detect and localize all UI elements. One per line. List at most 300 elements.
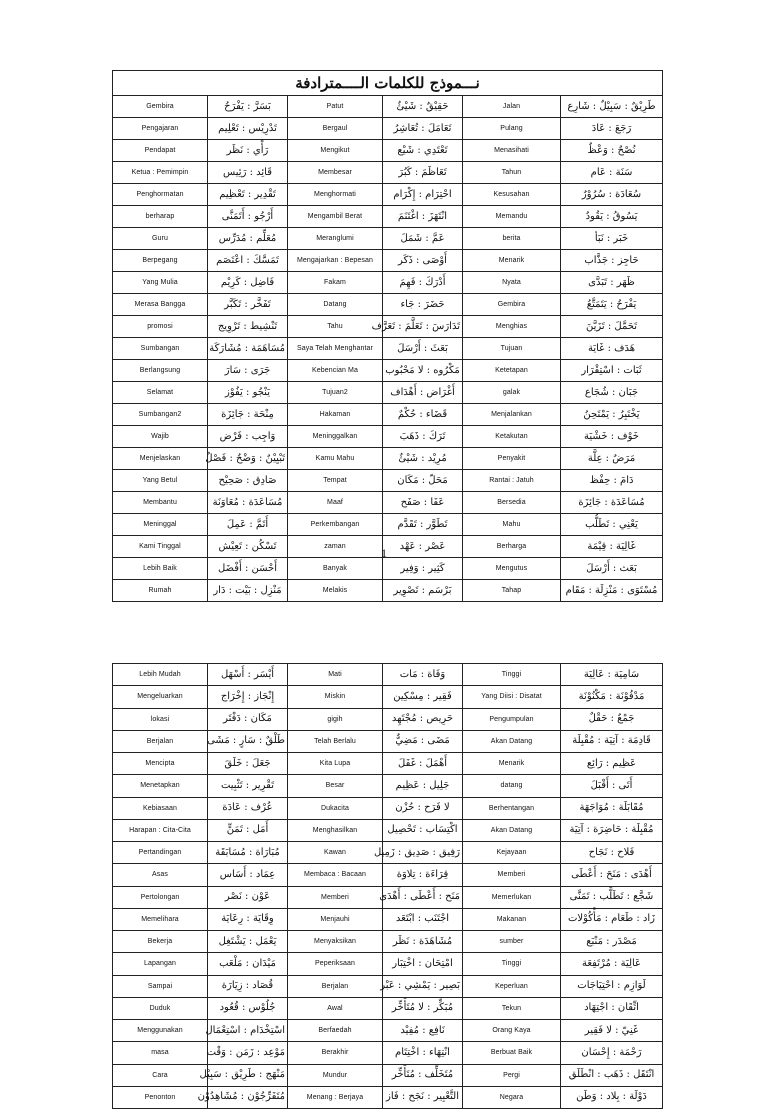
table-row [113,775,663,797]
meaning-cell: Tujuan [463,338,561,360]
arabic-synonym-cell: إِنْجَاز : إِخْرَاج [208,686,288,708]
arabic-synonym-cell: تَنْشِيط : تَرْوِيج [208,316,288,338]
meaning-cell: Saya Telah Menghantar [288,338,383,360]
arabic-synonym-cell: طَرِيْقٌ : سَبِيْلٌ : شَارِع [561,96,663,118]
table-row [113,1020,663,1042]
meaning-cell: sumber [463,931,561,953]
meaning-cell: Meranglumi [288,228,383,250]
meaning-cell: Berfaedah [288,1020,383,1042]
meaning-cell: Kami Tinggal [113,536,208,558]
arabic-synonym-cell: مُتَخَلِّف : مُتَأَخِّر [383,1064,463,1086]
arabic-synonym-cell: مُسَاهَمَة : مُشَارَكَة [208,338,288,360]
meaning-cell: Mahu [463,514,561,536]
arabic-synonym-cell: أَتَمَّ : عَمِلَ [208,514,288,536]
meaning-cell: Bergaul [288,118,383,140]
synonym-table [112,70,663,602]
table-title: نـــموذج للكلمات الــــمترادفة [113,71,663,96]
meaning-cell: Sumbangan2 [113,404,208,426]
meaning-cell: Melakis [288,580,383,602]
table-row [113,404,663,426]
meaning-cell: Mengajarkan : Bepesan [288,250,383,272]
arabic-synonym-cell: مَنْهَج : طَرِيْق : سَبِيْل [208,1064,288,1086]
arabic-synonym-cell: اتِّقَان : اجْتِهَاد [561,997,663,1019]
table-row [113,470,663,492]
table-row [113,206,663,228]
table-row [113,338,663,360]
arabic-synonym-cell: فَقِير : مِسْكِين [383,686,463,708]
meaning-cell: Bersedia [463,492,561,514]
arabic-synonym-cell: بَعَثَ : أَرْسَلَ [383,338,463,360]
arabic-synonym-cell: مَكْرُوه : لا مَحْبُوب [383,360,463,382]
arabic-synonym-cell: نُصْحٌ : وَعْظٌ [561,140,663,162]
arabic-synonym-cell: بَعَث : أَرْسَلَ [561,558,663,580]
meaning-cell: Keperluan [463,975,561,997]
meaning-cell: Banyak [288,558,383,580]
meaning-cell: Pertolongan [113,886,208,908]
meaning-cell: Tinggi [463,664,561,686]
arabic-synonym-cell: يَخْتَبِرُ : يَمْتَحِنُ [561,404,663,426]
arabic-synonym-cell: مُشَاهَدَة : نَظَر [383,931,463,953]
meaning-cell: Tahu [288,316,383,338]
table-row [113,382,663,404]
meaning-cell: Sumbangan [113,338,208,360]
arabic-synonym-cell: بَصِير : يَمْشِي : عَبْر [383,975,463,997]
arabic-synonym-cell: حَقِيْقٌ : شَيْئٌ [383,96,463,118]
arabic-synonym-cell: انْتِهَاء : اخْتِتَام [383,1042,463,1064]
meaning-cell: Menyaksikan [288,931,383,953]
arabic-synonym-cell: مُقْبِلَة : حَاضِرَة : آتِيَة [561,819,663,841]
meaning-cell: Memberi [288,886,383,908]
table-row [113,580,663,602]
page-number: 1 [381,546,387,560]
arabic-synonym-cell: مُسْتَوَى : مَنْزِلَة : مَقَام [561,580,663,602]
meaning-cell: berharap [113,206,208,228]
arabic-synonym-cell: وَفَاة : مَات [383,664,463,686]
arabic-synonym-cell: قَائِد : رَئِيس [208,162,288,184]
table-row [113,953,663,975]
arabic-synonym-cell: تَفَخَّر : تَكَبَّر [208,294,288,316]
meaning-cell: Mundur [288,1064,383,1086]
meaning-cell: Ketua : Pemimpin [113,162,208,184]
meaning-cell: Gembira [463,294,561,316]
meaning-cell: Perkembangan [288,514,383,536]
meaning-cell: Dukacita [288,797,383,819]
meaning-cell: Menjalankan [463,404,561,426]
meaning-cell: Datang [288,294,383,316]
meaning-cell: Jalan [463,96,561,118]
arabic-synonym-cell: حَرِيص : مُجْتَهِد [383,708,463,730]
arabic-synonym-cell: تَعَامَلَ : تُعَاشِرُ [383,118,463,140]
arabic-synonym-cell: صَادِق : صَحِيْح [208,470,288,492]
meaning-cell: Berbuat Baik [463,1042,561,1064]
meaning-cell: Merasa Bangga [113,294,208,316]
arabic-synonym-cell: أَتَى : أَقْبَلَ [561,775,663,797]
meaning-cell: Harapan : Cita-Cita [113,819,208,841]
meaning-cell: Pergi [463,1064,561,1086]
meaning-cell: masa [113,1042,208,1064]
arabic-synonym-cell: سُعَادَة : سُرُوْرٌ [561,184,663,206]
meaning-cell: Berhentangan [463,797,561,819]
arabic-synonym-cell: أَمَل : تَمَنٍّ [208,819,288,841]
meaning-cell: Miskin [288,686,383,708]
meaning-cell: Kebiasaan [113,797,208,819]
arabic-synonym-cell: يَسُوقُ : يَقُودُ [561,206,663,228]
table-row [113,1042,663,1064]
meaning-cell: Lebih Baik [113,558,208,580]
table-row [113,140,663,162]
arabic-synonym-cell: جَبَان : شُجَاع [561,382,663,404]
meaning-cell: Pengajaran [113,118,208,140]
meaning-cell: Menghias [463,316,561,338]
meaning-cell: Kawan [288,842,383,864]
meaning-cell: Mati [288,664,383,686]
arabic-synonym-cell: مَضَى : مَضِيٌّ [383,730,463,752]
arabic-synonym-cell: سَامِيَة : عَالِيَة [561,664,663,686]
arabic-synonym-cell: تَدَارَسَ : تَعَلَّمَ : تَعَرَّف [383,316,463,338]
meaning-cell: Tahap [463,580,561,602]
arabic-synonym-cell: جُلُوْس : قُعُود [208,997,288,1019]
table-row [113,228,663,250]
meaning-cell: Pertandingan [113,842,208,864]
arabic-synonym-cell: فَاضِل : كَرِيْم [208,272,288,294]
arabic-synonym-cell: مُتَفَرِّجُوْن : مُشَاهِدُوْن [208,1086,288,1108]
meaning-cell: Berakhir [288,1042,383,1064]
arabic-synonym-cell: لا فَرَح : حُزْن [383,797,463,819]
meaning-cell: Menghasilkan [288,819,383,841]
table-row [113,360,663,382]
meaning-cell: Tinggi [463,953,561,975]
arabic-synonym-cell: أَغْرَاض : أَهْدَاف [383,382,463,404]
arabic-synonym-cell: التَّعْبِير : نَجَح : فَاز [383,1086,463,1108]
arabic-synonym-cell: مُسَاعَدَة : جَائِزَة [561,492,663,514]
arabic-synonym-cell: أَحْسَن : أَفْضَل [208,558,288,580]
meaning-cell: Pendapat [113,140,208,162]
arabic-synonym-cell: مَوْعِد : زَمَن : وَقْت [208,1042,288,1064]
meaning-cell: Mengikut [288,140,383,162]
arabic-synonym-cell: غَنِيّ : لا فَقِير [561,1020,663,1042]
arabic-synonym-cell: انْتَهَزَ : اغْتَنَمَ [383,206,463,228]
meaning-cell: Memelihara [113,908,208,930]
synonym-table-page-2 [112,663,662,1109]
arabic-synonym-cell: مُقَابَلَة : مُوَاجَهَة [561,797,663,819]
arabic-synonym-cell: تَعْتَدِي : شَيْع [383,140,463,162]
meaning-cell: Wajib [113,426,208,448]
arabic-synonym-cell: احْتِرَام : إِكْرَام [383,184,463,206]
arabic-synonym-cell: يَنْجُو : يَفُوْز [208,382,288,404]
arabic-synonym-cell: امْتِحَان : اخْتِبَار [383,953,463,975]
meaning-cell: Kesusahan [463,184,561,206]
arabic-synonym-cell: مَحَلّ : مَكَان [383,470,463,492]
arabic-synonym-cell: قِرَاءَة : تِلاوَة [383,864,463,886]
arabic-synonym-cell: عَظِيم : رَائِع [561,753,663,775]
arabic-synonym-cell: رَجَعَ : عَادَ [561,118,663,140]
meaning-cell: Peperiksaan [288,953,383,975]
meaning-cell: Awal [288,997,383,1019]
arabic-synonym-cell: عِمَاد : أَسَاس [208,864,288,886]
table-row [113,272,663,294]
meaning-cell: Duduk [113,997,208,1019]
arabic-synonym-cell: أَهْدَى : مَنَحَ : أَعْطَى [561,864,663,886]
arabic-synonym-cell: قَادِمَة : آتِيَة : مُقْبِلَة [561,730,663,752]
meaning-cell: Pengumpulan [463,708,561,730]
arabic-synonym-cell: عَالِيَة : مُرْتَفِعَة [561,953,663,975]
arabic-synonym-cell: دَوْلَة : بِلاد : وَطَن [561,1086,663,1108]
table-row [113,96,663,118]
arabic-synonym-cell: كَثِير : وَفِير [383,558,463,580]
meaning-cell: Memerlukan [463,886,561,908]
meaning-cell: Berjalan [113,730,208,752]
arabic-synonym-cell: مَصْدَر : مَنْبَع [561,931,663,953]
meaning-cell: Maaf [288,492,383,514]
meaning-cell: Hakaman [288,404,383,426]
meaning-cell: Lebih Mudah [113,664,208,686]
table-row [113,819,663,841]
arabic-synonym-cell: رَحْمَة : إِحْسَان [561,1042,663,1064]
arabic-synonym-cell: قُصَاد : زِيَارَة [208,975,288,997]
arabic-synonym-cell: تَحَمَّلَ : تَزَيَّنَ [561,316,663,338]
meaning-cell: Memberi [463,864,561,886]
meaning-cell: Asas [113,864,208,886]
arabic-synonym-cell: مَكَان : دَفْتَر [208,708,288,730]
meaning-cell: Tujuan2 [288,382,383,404]
table-row [113,162,663,184]
meaning-cell: Pulang [463,118,561,140]
arabic-synonym-cell: دَامَ : حِفْظ [561,470,663,492]
arabic-synonym-cell: تَطَوَّر : تَقَدَّم [383,514,463,536]
arabic-synonym-cell: سَنَة : عَام [561,162,663,184]
table-row [113,753,663,775]
table-row [113,1086,663,1108]
arabic-synonym-cell: بَرْسَم : تَصْوِير [383,580,463,602]
arabic-synonym-cell: شَجَّع : تَطَلَّب : تَمَنَّى [561,886,663,908]
meaning-cell: Fakam [288,272,383,294]
table-row [113,316,663,338]
arabic-synonym-cell: مُسَاعَدَة : مُعَاوَنَة [208,492,288,514]
table-row [113,448,663,470]
meaning-cell: lokasi [113,708,208,730]
arabic-synonym-cell: وِقَايَة : رِعَايَة [208,908,288,930]
meaning-cell: Berlangsung [113,360,208,382]
arabic-synonym-cell: نَافِع : مُفِيْد [383,1020,463,1042]
synonym-table [112,663,663,1109]
arabic-synonym-cell: تَدْرِيْس : تَعْلِيم [208,118,288,140]
meaning-cell: Menghormati [288,184,383,206]
table-row [113,864,663,886]
arabic-synonym-cell: عُرْف : عَادَة [208,797,288,819]
arabic-synonym-cell: جَرَى : سَارَ [208,360,288,382]
meaning-cell: Berjalan [288,975,383,997]
meaning-cell: Yang Diisi : Disatat [463,686,561,708]
table-row [113,708,663,730]
meaning-cell: berita [463,228,561,250]
arabic-synonym-cell: تَسْكُن : تَعِيْش [208,536,288,558]
meaning-cell: Lapangan [113,953,208,975]
arabic-synonym-cell: مِنْحَة : جَائِزَة [208,404,288,426]
table-row [113,664,663,686]
table-row [113,184,663,206]
arabic-synonym-cell: يَفْرَحُ : يَتَمَتَّعُ [561,294,663,316]
table-row [113,294,663,316]
arabic-synonym-cell: طَلْقٌ : سَارٍ : مَشَى [208,730,288,752]
meaning-cell: Tekun [463,997,561,1019]
meaning-cell: Menasihati [463,140,561,162]
meaning-cell: Penghormatan [113,184,208,206]
meaning-cell: Meninggal [113,514,208,536]
meaning-cell: Menjelaskan [113,448,208,470]
arabic-synonym-cell: مَنْزِل : بَيْت : دَار [208,580,288,602]
meaning-cell: Besar [288,775,383,797]
meaning-cell: Meninggalkan [288,426,383,448]
meaning-cell: Cara [113,1064,208,1086]
arabic-synonym-cell: اكْتِسَاب : تَحْصِيل [383,819,463,841]
arabic-synonym-cell: يَعْنِي : تَطَلُّب [561,514,663,536]
meaning-cell: Nyata [463,272,561,294]
meaning-cell: galak [463,382,561,404]
arabic-synonym-cell: زَاد : طَعَام : مَأْكُوْلات [561,908,663,930]
arabic-synonym-cell: تَقْدِير : تَعْظِيم [208,184,288,206]
meaning-cell: Tempat [288,470,383,492]
arabic-synonym-cell: تَقْرِير : تَثْبِيت [208,775,288,797]
meaning-cell: Menetapkan [113,775,208,797]
meaning-cell: Sampai [113,975,208,997]
meaning-cell: Patut [288,96,383,118]
arabic-synonym-cell: جَلِيل : عَظِيم [383,775,463,797]
arabic-synonym-cell: انْتَقَل : ذَهَب : انْطَلَق [561,1064,663,1086]
table-row [113,250,663,272]
meaning-cell: Mengutus [463,558,561,580]
arabic-synonym-cell: مُرِيْد : شَيْئٌ [383,448,463,470]
arabic-synonym-cell: أَيْسَر : أَسْهَل [208,664,288,686]
arabic-synonym-cell: تَرَكَ : ذَهَبَ [383,426,463,448]
arabic-synonym-cell: مُبَارَاة : مُسَابَقَة [208,842,288,864]
meaning-cell: zaman [288,536,383,558]
meaning-cell: Berharga [463,536,561,558]
table-row [113,842,663,864]
synonym-table-page-1 [112,70,662,602]
arabic-synonym-cell: اجْتَنَب : ابْتَعَد [383,908,463,930]
meaning-cell: Memandu [463,206,561,228]
table-row [113,514,663,536]
arabic-synonym-cell: تَعَاظَمَ : كَبُرَ [383,162,463,184]
arabic-synonym-cell: عَمَّ : شَمَلَ [383,228,463,250]
arabic-synonym-cell: عَوْن : نَصْر [208,886,288,908]
arabic-synonym-cell: عَصْر : عَهْد [383,536,463,558]
arabic-synonym-cell: ظَهَر : تَبَدَّى [561,272,663,294]
arabic-synonym-cell: رَفِيق : صَدِيق : زَمِيل [383,842,463,864]
arabic-synonym-cell: تَمَسَّكَ : اعْتَصَم [208,250,288,272]
meaning-cell: Yang Betul [113,470,208,492]
table-row [113,931,663,953]
arabic-synonym-cell: تَبْيِيْنٌ : وَضْحٌ : فَصْلٌ [208,448,288,470]
meaning-cell: Guru [113,228,208,250]
meaning-cell: Yang Mulia [113,272,208,294]
meaning-cell: Mengeluarkan [113,686,208,708]
meaning-cell: Menang : Berjaya [288,1086,383,1108]
arabic-synonym-cell: عَفَا : صَفَح [383,492,463,514]
table-row [113,730,663,752]
meaning-cell: Bekerja [113,931,208,953]
table-row [113,1064,663,1086]
arabic-synonym-cell: حَضَرَ : جَاء [383,294,463,316]
arabic-synonym-cell: مُبَكِّر : لا مُتَأَخِّر [383,997,463,1019]
meaning-cell: Membaca : Bacaan [288,864,383,886]
meaning-cell: Ketakutan [463,426,561,448]
meaning-cell: Kamu Mahu [288,448,383,470]
arabic-synonym-cell: يَعْمَل : يَشْتَغِل [208,931,288,953]
meaning-cell: Kebencian Ma [288,360,383,382]
arabic-synonym-cell: رَأْي : نَظَر [208,140,288,162]
table-row [113,797,663,819]
arabic-synonym-cell: ثَبَات : اسْتِقْرَار [561,360,663,382]
meaning-cell: Tahun [463,162,561,184]
arabic-synonym-cell: جَعَلَ : خَلَقَ [208,753,288,775]
table-row [113,686,663,708]
meaning-cell: Membantu [113,492,208,514]
arabic-synonym-cell: خَوْف : خَشْيَة [561,426,663,448]
meaning-cell: Kita Lupa [288,753,383,775]
arabic-synonym-cell: فَلاح : نَجَاح [561,842,663,864]
arabic-synonym-cell: أَدْرَكَ : فَهِمَ [383,272,463,294]
meaning-cell: Telah Berlalu [288,730,383,752]
arabic-synonym-cell: لَوَازِم : احْتِيَاجَات [561,975,663,997]
arabic-synonym-cell: بَسَرَّ : يَفْرَحُ [208,96,288,118]
meaning-cell: datang [463,775,561,797]
table-row [113,492,663,514]
arabic-synonym-cell: مَيْدَان : مَلْعَب [208,953,288,975]
meaning-cell: Mencipta [113,753,208,775]
meaning-cell: Menarik [463,753,561,775]
arabic-synonym-cell: وَاجِب : فَرْض [208,426,288,448]
table-row [113,975,663,997]
meaning-cell: Menggunakan [113,1020,208,1042]
meaning-cell: Rumah [113,580,208,602]
meaning-cell: Penyakit [463,448,561,470]
meaning-cell: Berpegang [113,250,208,272]
table-row [113,886,663,908]
meaning-cell: Ketetapan [463,360,561,382]
meaning-cell: Akan Datang [463,730,561,752]
meaning-cell: Kejayaan [463,842,561,864]
arabic-synonym-cell: أَوْصَى : ذَكَر [383,250,463,272]
meaning-cell: Membesar [288,162,383,184]
arabic-synonym-cell: أَرْجُو : أَتَمَنَّى [208,206,288,228]
arabic-synonym-cell: اسْتِخْدَام : اسْتِعْمَال [208,1020,288,1042]
meaning-cell: Penonton [113,1086,208,1108]
meaning-cell: Akan Datang [463,819,561,841]
meaning-cell: Mengambil Berat [288,206,383,228]
meaning-cell: gigih [288,708,383,730]
meaning-cell: Selamat [113,382,208,404]
table-row [113,426,663,448]
table-row [113,997,663,1019]
meaning-cell: Makanan [463,908,561,930]
meaning-cell: Negara [463,1086,561,1108]
arabic-synonym-cell: حَاجِز : جَذَّاب [561,250,663,272]
meaning-cell: Gembira [113,96,208,118]
arabic-synonym-cell: مُعَلِّم : مُدَرِّس [208,228,288,250]
arabic-synonym-cell: مَنَح : أَعْطَى : أَهْدَى [383,886,463,908]
arabic-synonym-cell: غَالِيَة : قِيْمَة [561,536,663,558]
meaning-cell: Rantai : Jatuh [463,470,561,492]
arabic-synonym-cell: جَمْعٌ : حَقْلٌ [561,708,663,730]
meaning-cell: Menarik [463,250,561,272]
arabic-synonym-cell: هَدَف : غَايَة [561,338,663,360]
table-row [113,908,663,930]
arabic-synonym-cell: مَدْفُوْنَة : مَكْنُوْنَة [561,686,663,708]
arabic-synonym-cell: مَرَضٌ : عِلَّة [561,448,663,470]
meaning-cell: Orang Kaya [463,1020,561,1042]
table-row [113,118,663,140]
